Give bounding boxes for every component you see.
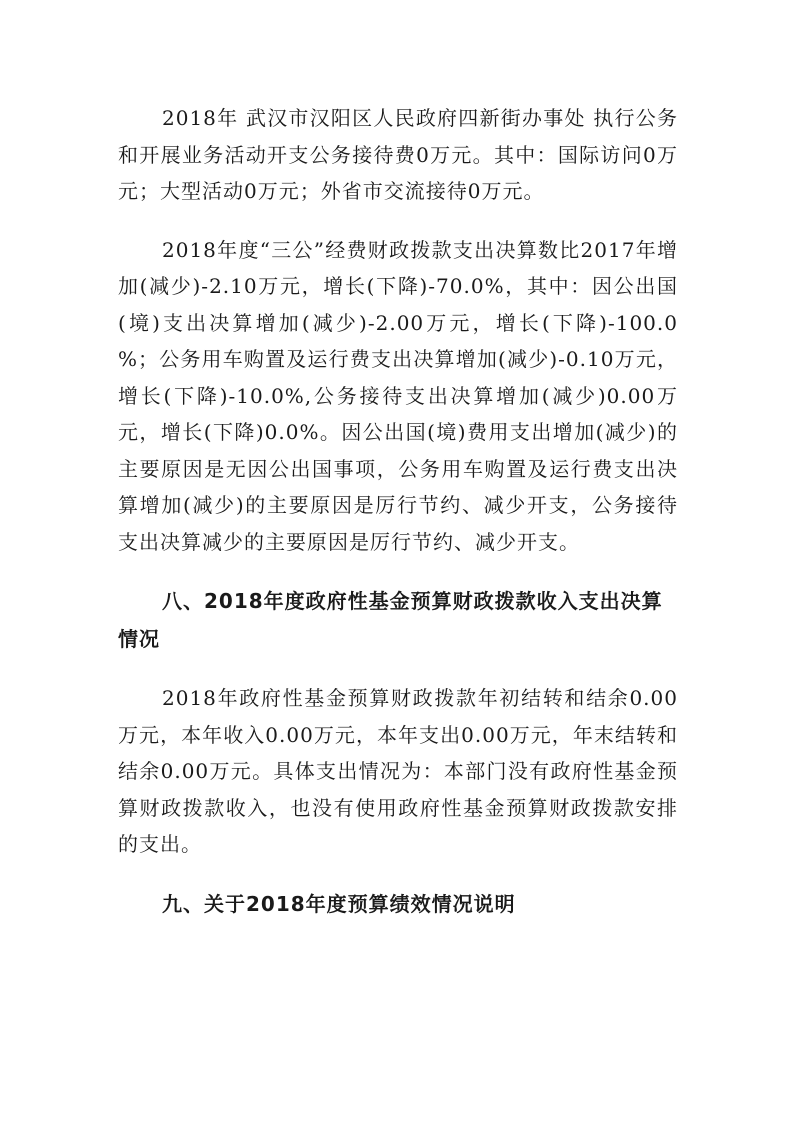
section-heading-performance: 九、关于2018年度预算绩效情况说明: [162, 891, 516, 916]
paragraph-government-fund: 2018年政府性基金预算财政拨款年初结转和结余0.00万元，本年收入0.00万元，本年支出0.00万元，年末结转和结余0.00万元。具体支出情况为：本部门没有政府性基金预算财政拨款收入，也没有使用政府性基金预算财政拨款安排的支出。: [118, 686, 678, 856]
section-heading-government-fund: 八、2018年度政府性基金预算财政拨款收入支出决算情况: [118, 589, 663, 651]
paragraph-three-public-expenses: 2018年度“三公”经费财政拨款支出决算数比2017年增加(减少)-2.10万元，增长(下降)-70.0%，其中：因公出国(境)支出决算增加(减少)-2.00万元，增长(下降)-100.0 %；公务用车购置及运行费支出决算增加(减少)-0.10万元，增长(下降)-10.0%,公务接待支出决算增加(减少)0.00万元，增长(下降)0.0%。因公出国(境)费用支出增加(减少)的主要原因是无因公出国事项，公务用车购置及运行费支出决算增加(减少)的主要原因是厉行节约、减少开支，公务接待支出决算减少的主要原因是厉行节约、减少开支。: [118, 237, 678, 554]
paragraph-reception-expenses: 2018年 武汉市汉阳区人民政府四新街办事处 执行公务和开展业务活动开支公务接待费0万元。其中：国际访问0万元；大型活动0万元；外省市交流接待0万元。: [118, 106, 678, 203]
document-body: [118, 100, 678, 945]
